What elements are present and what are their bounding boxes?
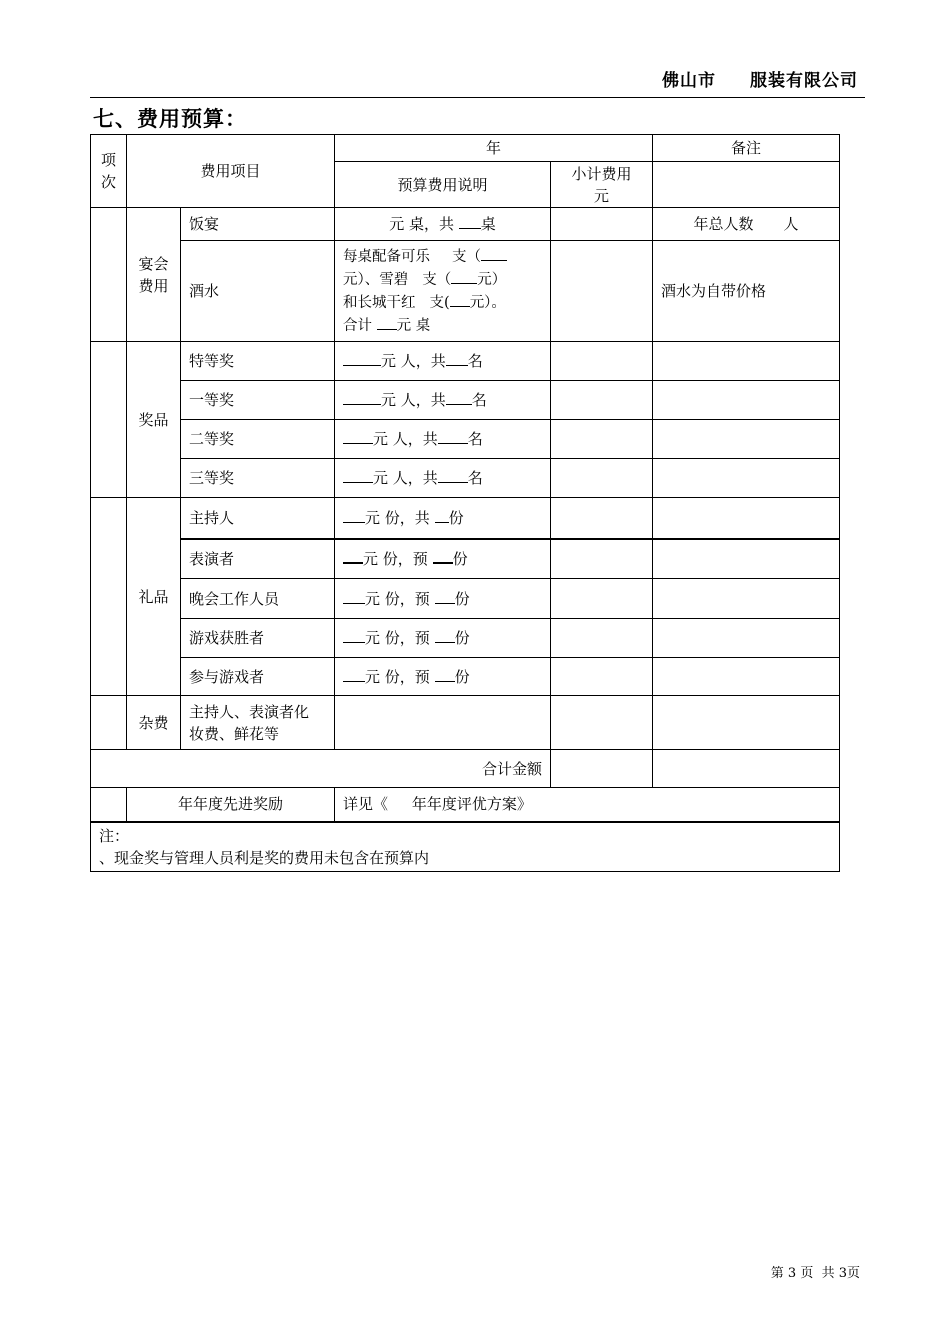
item-no-cell xyxy=(91,788,127,822)
item-no-cell xyxy=(91,208,127,342)
award-desc: 详见《 年年度评优方案》 xyxy=(335,788,840,822)
group-gifts: 礼品 xyxy=(127,498,181,696)
item-label: 酒水 xyxy=(181,241,335,342)
subtotal-cell[interactable] xyxy=(551,658,653,696)
section-title: 七、费用预算： xyxy=(93,107,247,131)
group-misc: 杂费 xyxy=(127,696,181,750)
item-no-cell xyxy=(91,498,127,696)
table-row xyxy=(91,459,840,498)
item-desc: 元 份，预 份 xyxy=(335,658,551,696)
note-title: 注： xyxy=(99,826,130,845)
item-desc: 元 份，共 份 xyxy=(335,498,551,539)
item-remark: 年总人数 人 xyxy=(653,208,840,241)
note-row xyxy=(91,822,840,872)
header-divider xyxy=(90,97,865,98)
total-remark xyxy=(653,750,840,788)
item-label: 饭宴 xyxy=(181,208,335,241)
item-label: 晚会工作人员 xyxy=(181,579,335,619)
subtotal-cell[interactable] xyxy=(551,381,653,420)
table-row xyxy=(91,696,840,750)
table-row xyxy=(91,208,840,241)
subtotal-cell[interactable] xyxy=(551,498,653,539)
total-row xyxy=(91,750,840,788)
item-remark xyxy=(653,342,840,381)
col-desc-header: 预算费用说明 xyxy=(335,162,551,208)
col-year-header: 年 xyxy=(335,135,653,162)
item-remark xyxy=(653,539,840,579)
item-label: 主持人 xyxy=(181,498,335,539)
item-desc: 元 人，共 名 xyxy=(335,420,551,459)
table-row xyxy=(91,539,840,579)
item-remark xyxy=(653,498,840,539)
item-label: 二等奖 xyxy=(181,420,335,459)
col-item-header: 费用项目 xyxy=(127,135,335,208)
item-remark xyxy=(653,658,840,696)
table-row xyxy=(91,658,840,696)
item-label: 参与游戏者 xyxy=(181,658,335,696)
item-remark xyxy=(653,579,840,619)
item-desc: 元 份，预 份 xyxy=(335,619,551,658)
item-desc xyxy=(335,696,551,750)
subtotal-cell[interactable] xyxy=(551,579,653,619)
item-label: 一等奖 xyxy=(181,381,335,420)
remark-blank xyxy=(653,162,840,208)
item-label: 主持人、表演者化 妆费、鲜花等 xyxy=(181,696,335,750)
page-header xyxy=(662,66,858,91)
header-company: 服装有限公司 xyxy=(750,71,858,91)
item-label: 特等奖 xyxy=(181,342,335,381)
item-desc: 元 份，预 份 xyxy=(335,539,551,579)
item-remark xyxy=(653,459,840,498)
col-subtotal-header: 小计费用 元 xyxy=(551,162,653,208)
table-row xyxy=(91,579,840,619)
table-header-row xyxy=(91,135,840,162)
item-remark xyxy=(653,381,840,420)
table-row xyxy=(91,342,840,381)
table-row xyxy=(91,420,840,459)
award-label: 年年度先进奖励 xyxy=(127,788,335,822)
item-remark xyxy=(653,619,840,658)
group-prizes: 奖品 xyxy=(127,342,181,498)
subtotal-cell[interactable] xyxy=(551,208,653,241)
item-desc: 元 人，共 名 xyxy=(335,459,551,498)
subtotal-cell[interactable] xyxy=(551,619,653,658)
item-desc: 元 人，共 名 xyxy=(335,381,551,420)
item-remark xyxy=(653,696,840,750)
item-no-cell xyxy=(91,696,127,750)
item-no-cell xyxy=(91,342,127,498)
budget-table xyxy=(90,134,840,872)
subtotal-cell[interactable] xyxy=(551,241,653,342)
total-label: 合计金额 xyxy=(91,750,551,788)
note-text: 、现金奖与管理人员利是奖的费用未包含在预算内 xyxy=(99,848,430,867)
subtotal-cell[interactable] xyxy=(551,342,653,381)
note-cell xyxy=(91,822,840,872)
header-city: 佛山市 xyxy=(662,71,716,91)
col-item-no-header: 项 次 xyxy=(91,135,127,208)
item-label: 表演者 xyxy=(181,539,335,579)
table-row xyxy=(91,241,840,342)
col-remark-header: 备注 xyxy=(653,135,840,162)
subtotal-cell[interactable] xyxy=(551,696,653,750)
item-remark: 酒水为自带价格 xyxy=(653,241,840,342)
item-desc: 元 份，预 份 xyxy=(335,579,551,619)
table-row xyxy=(91,498,840,539)
award-row xyxy=(91,788,840,822)
item-remark xyxy=(653,420,840,459)
subtotal-cell[interactable] xyxy=(551,420,653,459)
table-row xyxy=(91,619,840,658)
table-row xyxy=(91,381,840,420)
group-banquet: 宴会 费用 xyxy=(127,208,181,342)
item-label: 游戏获胜者 xyxy=(181,619,335,658)
item-label: 三等奖 xyxy=(181,459,335,498)
subtotal-cell[interactable] xyxy=(551,539,653,579)
subtotal-cell[interactable] xyxy=(551,459,653,498)
total-value[interactable] xyxy=(551,750,653,788)
item-desc: 元 人，共 名 xyxy=(335,342,551,381)
item-desc: 元 桌，共 桌 xyxy=(335,208,551,241)
item-desc: 每桌配备可乐 支（ 元）、雪碧 支（ 元） 和长城干红 支( 元）。 合计 元 桌 xyxy=(335,241,551,342)
page-footer: 第 3 页 共 3页 xyxy=(770,1266,860,1281)
